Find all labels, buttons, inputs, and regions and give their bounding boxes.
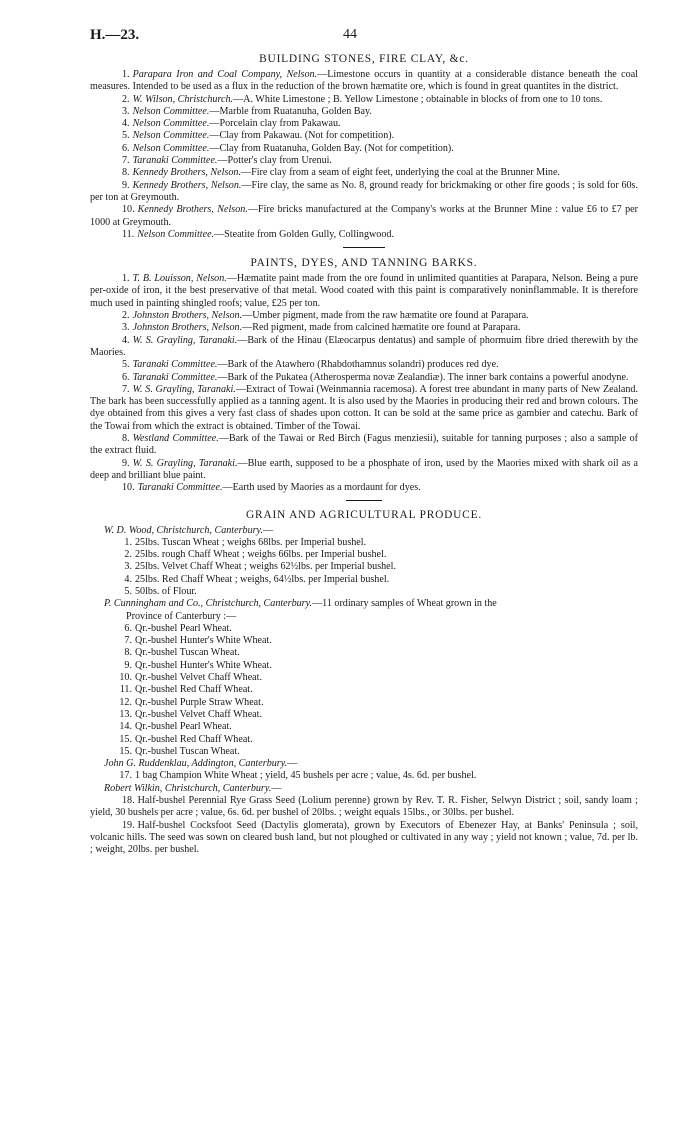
- document-reference: H.—23.: [90, 27, 140, 43]
- entry-text: Qr.-bushel Velvet Chaff Wheat.: [135, 672, 262, 684]
- exhibit-entry: [90, 458, 638, 483]
- entry-text: —Bark of the Atawhero (Rhabdothamnus solandri) produces red dye.: [217, 359, 499, 371]
- entry-number: 11.: [119, 684, 132, 696]
- entry-number: 8.: [124, 647, 132, 659]
- entry-number: 5.: [122, 359, 130, 371]
- exhibitor-name: P. Cunningham and Co., Christchurch, Canterbury.: [104, 598, 313, 610]
- entry-text: Qr.-bushel Hunter's White Wheat.: [135, 635, 272, 647]
- exhibit-entry: [90, 130, 638, 142]
- produce-item: [118, 734, 638, 746]
- entry-text: —Red pigment, made from calcined hæmatite ore found at Parapara.: [242, 322, 521, 334]
- entry-text: Qr.-bushel Purple Straw Wheat.: [135, 696, 264, 708]
- entry-text: —A. White Limestone ; B. Yellow Limestone ; obtainable in blocks of from one to 10 tons.: [233, 93, 603, 105]
- exhibitor-name: Parapara Iron and Coal Company, Nelson.: [132, 69, 318, 80]
- produce-item: [118, 549, 638, 561]
- entry-number: 12.: [119, 696, 132, 708]
- exhibit-entry: [90, 143, 638, 155]
- entry-number: 3.: [124, 561, 132, 573]
- entry-text: —Fire bricks manufactured at the Company's works at the Brunner Mine : value £6 to £7 per 1000 at Greymouth.: [90, 204, 638, 228]
- entry-text: Qr.-bushel Pearl Wheat.: [135, 721, 232, 733]
- entry-number: 13.: [119, 708, 132, 720]
- exhibitor-name: Nelson Committee.: [137, 228, 215, 240]
- entry-text: —Extract of Towai (Weinmannia racemosa). A forest tree abundant in many parts of New Zealand. The bark has been successfully applied as a tanning agent. It is also used by the Maories in producing their red and brown colours. The dye obtained from this gives a very fast class of shades upon cotton. It can be sold at the same price as gambier and catechu. Bark of the Towai from which the extract is obtained. Timber of the Towai.: [90, 383, 638, 432]
- produce-item: [118, 697, 638, 709]
- entry-number: 9.: [124, 659, 132, 671]
- exhibitor-name: Johnston Brothers, Nelson.: [132, 310, 243, 322]
- page-number: 44: [343, 27, 357, 42]
- exhibit-entry: [90, 69, 638, 94]
- entry-number: 10.: [122, 204, 135, 216]
- exhibitor-name: Taranaki Committee.: [137, 482, 223, 494]
- exhibit-entry: [90, 106, 638, 118]
- produce-item: [118, 746, 638, 758]
- produce-item: [118, 647, 638, 659]
- exhibitor-name: Nelson Committee.: [132, 118, 210, 130]
- entry-number: 17.: [119, 770, 132, 782]
- entry-text: —Bark of the Tawai or Red Birch (Fagus menziesii), suitable for tanning purposes ; also a sample of the extract fluid.: [90, 433, 639, 457]
- exhibit-entry: [90, 204, 638, 229]
- section-title-grain-produce: GRAIN AND AGRICULTURAL PRODUCE.: [246, 508, 482, 521]
- entry-number: 9.: [122, 179, 130, 191]
- section-divider: [343, 247, 385, 248]
- entry-number: 10.: [119, 672, 132, 684]
- produce-item: [118, 709, 638, 721]
- produce-item: [118, 684, 638, 696]
- exhibitor-name: Nelson Committee.: [132, 142, 210, 154]
- produce-item: [118, 770, 638, 782]
- produce-item: [118, 574, 638, 586]
- produce-item: [118, 672, 638, 684]
- exhibit-entry: [90, 322, 638, 334]
- entry-number: 7.: [122, 383, 130, 395]
- exhibitor-name: W. Wilson, Christchurch.: [132, 93, 234, 105]
- entry-number: 9.: [122, 457, 130, 469]
- produce-item: [118, 623, 638, 635]
- group-lead-text: —: [271, 782, 282, 794]
- entry-text: —Clay from Pakawau. (Not for competition).: [209, 130, 395, 142]
- entry-number: 18.: [122, 795, 135, 807]
- exhibit-entry: [90, 372, 638, 384]
- exhibitor-name: Johnston Brothers, Nelson.: [132, 322, 243, 334]
- entry-number: 2.: [124, 549, 132, 561]
- exhibitor-name: Taranaki Committee.: [132, 359, 218, 371]
- exhibit-entry: [90, 359, 638, 371]
- entry-number: 3.: [122, 105, 130, 117]
- exhibitor-name: Nelson Committee.: [132, 130, 210, 142]
- entry-text: —Bark of the Pukatea (Atherosperma novæ Zealandiæ). The inner bark contains a powerful anodyne.: [217, 371, 629, 383]
- exhibitor-name: W. S. Grayling, Taranaki.: [132, 334, 238, 346]
- exhibitor-name: W. S. Grayling, Taranaki.: [132, 457, 238, 469]
- entry-text: 1 bag Champion White Wheat ; yield, 45 bushels per acre ; value, 4s. 6d. per bushel.: [135, 770, 477, 782]
- entry-number: 19.: [122, 819, 135, 831]
- exhibit-entry: [90, 180, 638, 205]
- entry-number: 4.: [122, 334, 130, 346]
- entry-number: 8.: [122, 167, 130, 179]
- exhibitor-name: W. S. Grayling, Taranaki.: [132, 383, 236, 395]
- produce-item: [90, 795, 638, 820]
- entry-text: —Umber pigment, made from the raw hæmatite ore found at Parapara.: [242, 310, 529, 322]
- entry-text: —Limestone occurs in quantity at a considerable distance beneath the coal measures. Intended to be used as a flux in the reduction of the brown hæmatite ore, which is found in great quantites in the district.: [90, 69, 638, 93]
- page-content: [90, 52, 638, 857]
- exhibitor-group-heading: [104, 598, 638, 610]
- entry-text: Half-bushel Perennial Rye Grass Seed (Lolium perenne) grown by Rev. T. R. Fisher, Selwyn District ; soil, sandy loam ; yield, 30 bushels per acre ; value, 6s. 6d. per bushel of 20lbs. ; weight equals 15lbs., or 30lbs. per bushel.: [90, 795, 638, 819]
- entry-text: Qr.-bushel Hunter's White Wheat.: [135, 659, 272, 671]
- entry-number: 11.: [122, 228, 135, 240]
- section-divider: [346, 500, 382, 501]
- entry-text: Qr.-bushel Tuscan Wheat.: [135, 647, 240, 659]
- section-building-stones: [90, 69, 638, 241]
- entry-text: Qr.-bushel Velvet Chaff Wheat.: [135, 708, 262, 720]
- entry-number: 7.: [124, 635, 132, 647]
- section-grain-produce: [90, 525, 638, 857]
- exhibitor-name: Robert Wilkin, Christchurch, Canterbury.: [104, 782, 272, 794]
- produce-item: [118, 586, 638, 598]
- entry-number: 2.: [122, 93, 130, 105]
- entry-text: —Marble from Ruatanuha, Golden Bay.: [209, 105, 372, 117]
- entry-number: 1.: [124, 536, 132, 548]
- group-lead-text: —: [287, 758, 298, 770]
- exhibit-entry: [90, 229, 638, 241]
- entry-text: —Bark of the Hinau (Elæocarpus dentatus) and sample of phormuim fibre dried therewith by the Maories.: [90, 334, 638, 358]
- entry-number: 2.: [122, 310, 130, 322]
- entry-text: 25lbs. Tuscan Wheat ; weighs 68lbs. per Imperial bushel.: [135, 536, 367, 548]
- entry-text: —Earth used by Maories as a mordaunt for dyes.: [222, 482, 421, 494]
- exhibit-entry: [90, 155, 638, 167]
- exhibitor-group-heading: [104, 758, 638, 770]
- entry-text: —Porcelain clay from Pakawau.: [209, 118, 341, 130]
- produce-item: [90, 820, 638, 857]
- entry-number: 1.: [122, 69, 130, 80]
- produce-item: [118, 561, 638, 573]
- entry-number: 8.: [122, 433, 130, 445]
- group-cont-text: Province of Canterbury :—: [126, 610, 237, 622]
- entry-number: 15.: [119, 733, 132, 745]
- exhibit-entry: [90, 335, 638, 360]
- entry-text: 50lbs. of Flour.: [135, 585, 197, 597]
- exhibit-entry: [90, 482, 638, 494]
- entry-number: 6.: [122, 371, 130, 383]
- entry-number: 3.: [122, 322, 130, 334]
- exhibitor-name: W. D. Wood, Christchurch, Canterbury.: [104, 524, 263, 536]
- exhibitor-group-heading: [104, 783, 638, 795]
- exhibitor-name: Nelson Committee.: [132, 105, 210, 117]
- produce-item: [118, 537, 638, 549]
- entry-text: —Fire clay, the same as No. 8, ground ready for brickmaking or other fire goods ; is sold for 60s. per ton at Greymouth.: [90, 179, 638, 203]
- exhibitor-name: Taranaki Committee.: [132, 371, 218, 383]
- exhibit-entry: [90, 273, 638, 310]
- entry-text: —Steatite from Golden Gully, Collingwood.: [214, 228, 394, 240]
- exhibitor-name: Kennedy Brothers, Nelson.: [132, 179, 242, 191]
- entry-number: 6.: [122, 142, 130, 154]
- exhibit-entry: [90, 118, 638, 130]
- section-title-building-stones: BUILDING STONES, FIRE CLAY, &c.: [259, 53, 469, 65]
- exhibit-entry: [90, 167, 638, 179]
- exhibitor-name: Westland Committee.: [132, 433, 219, 445]
- entry-text: —Blue earth, supposed to be a phosphate of iron, used by the Maories mixed with shark oil as a deep and brilliant blue paint.: [90, 457, 638, 481]
- entry-number: 7.: [122, 155, 130, 167]
- entry-number: 6.: [124, 622, 132, 634]
- entry-text: Qr.-bushel Pearl Wheat.: [135, 622, 232, 634]
- exhibitor-name: Kennedy Brothers, Nelson.: [132, 167, 241, 179]
- section-paints-dyes: [90, 273, 638, 494]
- exhibit-entry: [90, 433, 638, 458]
- produce-item: [118, 721, 638, 733]
- produce-item: [118, 635, 638, 647]
- exhibit-entry: [90, 94, 638, 106]
- exhibitor-group-continuation: [126, 611, 638, 623]
- entry-text: —Fire clay from a seam of eight feet, underlying the coal at the Brunner Mine.: [240, 167, 560, 179]
- exhibitor-name: Kennedy Brothers, Nelson.: [137, 204, 248, 216]
- entry-text: Qr.-bushel Tuscan Wheat.: [135, 745, 240, 757]
- entry-number: 5.: [124, 585, 132, 597]
- entry-number: 4.: [122, 118, 130, 130]
- exhibitor-name: John G. Ruddenklau, Addington, Canterbury.: [104, 758, 288, 770]
- section-title-paints-dyes: PAINTS, DYES, AND TANNING BARKS.: [250, 257, 478, 270]
- entry-text: —Clay from Ruatanuha, Golden Bay. (Not for competition).: [209, 142, 454, 154]
- entry-number: 14.: [119, 721, 132, 733]
- entry-number: 1.: [122, 273, 130, 285]
- entry-text: 25lbs. Velvet Chaff Wheat ; weighs 62½lbs. per Imperial bushel.: [135, 561, 396, 573]
- group-lead-text: —: [263, 524, 274, 536]
- exhibit-entry: [90, 310, 638, 322]
- entry-text: Half-bushel Cocksfoot Seed (Dactylis glomerata), grown by Executors of Ebenezer Hay, at Banks' Peninsula ; soil, volcanic hills. The seed was sown on cleared bush land, but not ploughed or cultivated in any way ; yield not known ; value, 7d. per lb. ; weight, 20lbs. per bushel.: [90, 819, 638, 856]
- entry-text: —Potter's clay from Urenui.: [217, 155, 332, 167]
- entry-number: 15.: [119, 745, 132, 757]
- entry-number: 5.: [122, 130, 130, 142]
- entry-number: 10.: [122, 482, 135, 494]
- produce-item: [118, 660, 638, 672]
- entry-text: 25lbs. Red Chaff Wheat ; weighs, 64½lbs. per Imperial bushel.: [135, 573, 390, 585]
- entry-number: 4.: [124, 573, 132, 585]
- entry-text: Qr.-bushel Red Chaff Wheat.: [135, 684, 253, 696]
- group-lead-text: —11 ordinary samples of Wheat grown in the: [312, 598, 497, 610]
- entry-text: —Hæmatite paint made from the ore found in unlimited quantities at Parapara, Nelson. Being a pure per-oxide of iron, it the best preservative of that metal. Wood coated with this paint is comparatively noninflammable. It is therefore much used in painting shingled roofs; value, £25 per ton.: [90, 273, 638, 309]
- exhibitor-group-heading: [104, 525, 638, 537]
- exhibit-entry: [90, 384, 638, 433]
- exhibitor-name: T. B. Louisson, Nelson.: [132, 273, 227, 285]
- entry-text: 25lbs. rough Chaff Wheat ; weighs 66lbs. per Imperial bushel.: [135, 549, 387, 561]
- entry-text: Qr.-bushel Red Chaff Wheat.: [135, 733, 253, 745]
- exhibitor-name: Taranaki Committee.: [132, 155, 218, 167]
